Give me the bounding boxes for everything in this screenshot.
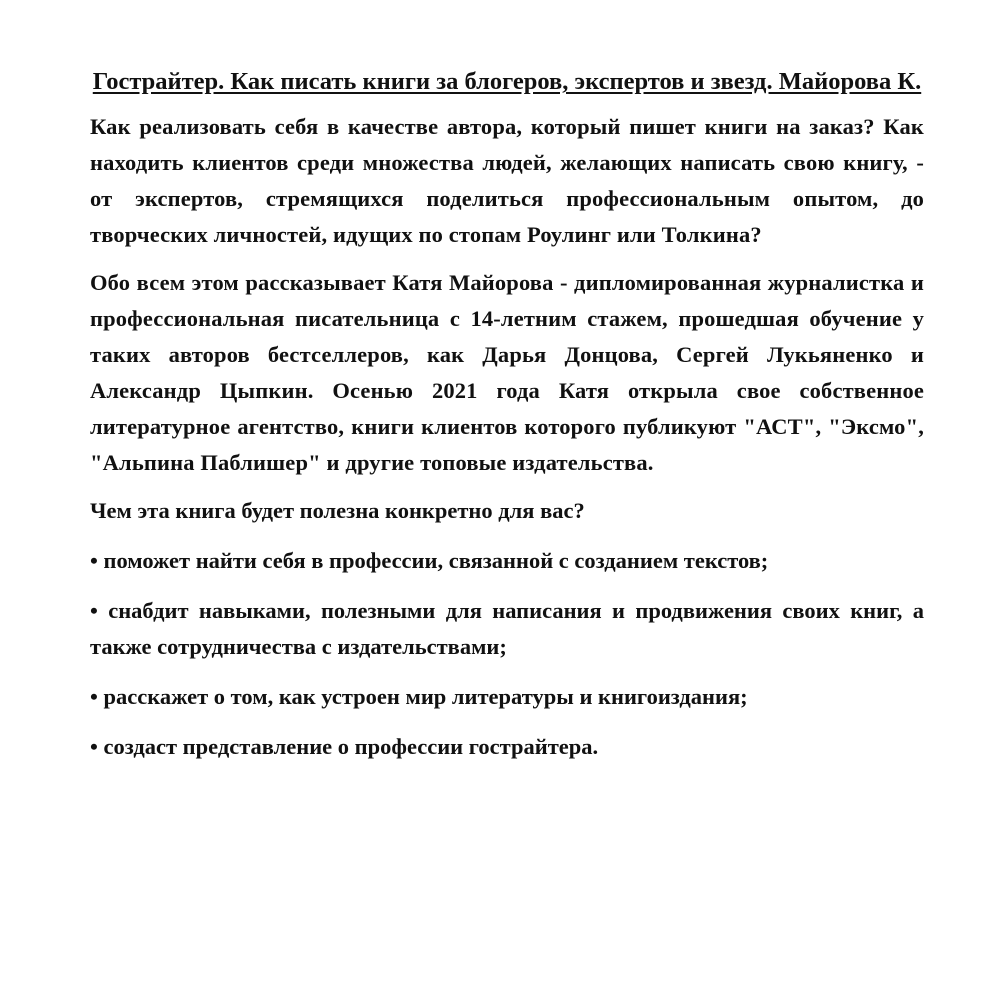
book-title: Гострайтер. Как писать книги за блогеров, экспертов и звезд. Майорова К. — [92, 68, 922, 95]
list-item: • снабдит навыками, полезными для написания и продвижения своих книг, а также сотрудничества с издательствами; — [90, 598, 924, 659]
list-item: • расскажет о том, как устроен мир литературы и книгоиздания; — [90, 684, 748, 709]
book-description — [90, 63, 924, 779]
author-paragraph: Обо всем этом рассказывает Катя Майорова - дипломированная журналистка и профессиональная писательница с 14-летним стажем, прошедшая обучение у таких авторов бестселлеров, как Дарья Донцова, Сергей Лукьяненко и Александр Цыпкин. Осенью 2021 года Катя открыла свое собственное литературное агентство, книги клиентов которого публикуют "АСТ", "Эксмо", "Альпина Паблишер" и другие топовые издательства. — [90, 270, 924, 475]
intro-paragraph: Как реализовать себя в качестве автора, который пишет книги на заказ? Как находить клиентов среди множества людей, желающих написать свою книгу, - от экспертов, стремящихся поделиться профессиональным опытом, до творческих личностей, идущих по стопам Роулинг или Толкина? — [90, 114, 924, 247]
list-item: • создаст представление о профессии гострайтера. — [90, 734, 599, 759]
benefits-list — [90, 543, 924, 765]
benefits-question: Чем эта книга будет полезна конкретно для вас? — [90, 498, 585, 523]
list-item: • поможет найти себя в профессии, связанной с созданием текстов; — [90, 548, 769, 573]
